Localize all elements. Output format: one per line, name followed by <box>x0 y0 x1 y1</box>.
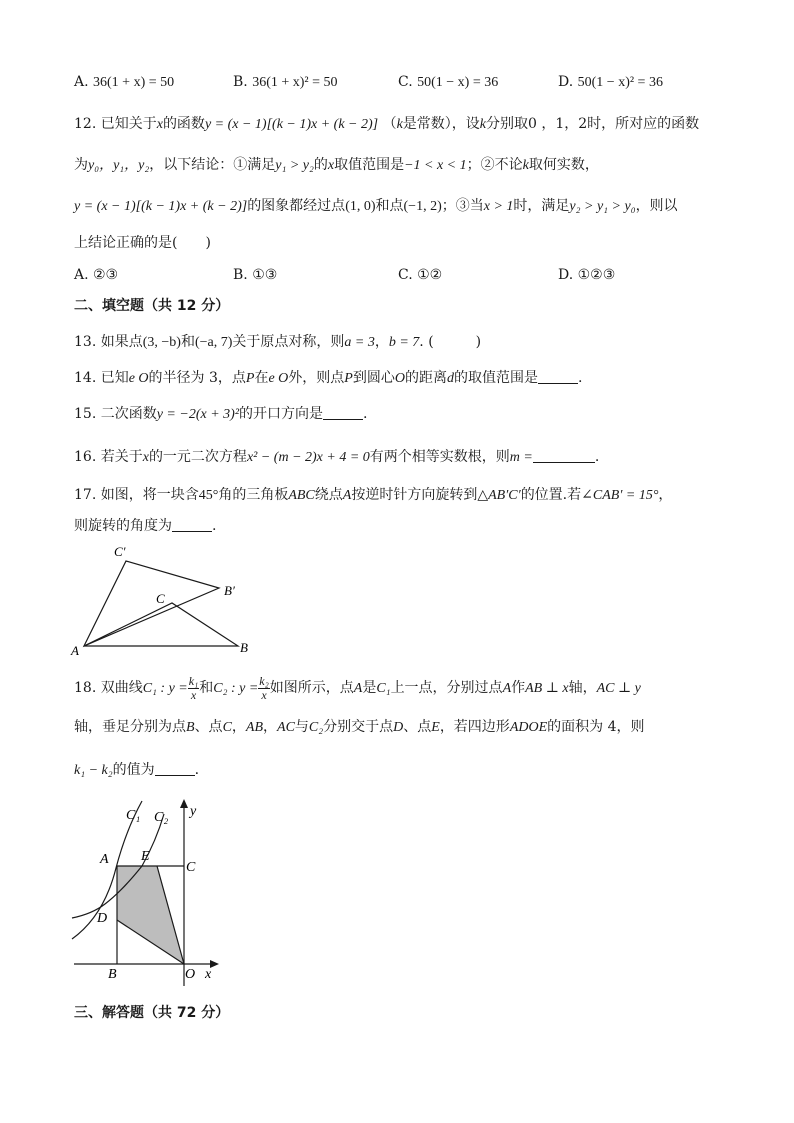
label-a: A <box>71 643 79 658</box>
text: 13. 如果点 <box>74 334 143 350</box>
text: 取值范围是 <box>334 157 405 173</box>
math: B <box>186 720 195 735</box>
text: 的取值范围是 <box>453 370 538 386</box>
answer-blank[interactable] <box>155 761 195 776</box>
q13 <box>74 332 481 353</box>
q12-option-d: D. ①②③ <box>558 267 616 283</box>
section-3-heading: 三、解答题（共 72 分） <box>74 1005 230 1021</box>
text: 关于原点对称，则 <box>232 334 345 350</box>
option-label: B. <box>233 74 248 90</box>
math: a = 3 <box>344 335 375 350</box>
label-y: y <box>190 804 197 819</box>
q18-line-1 <box>74 674 641 703</box>
text: ，若四边形 <box>439 719 510 735</box>
text: ，以下结论：①满足 <box>149 157 276 173</box>
math: AC ⊥ y <box>596 681 641 696</box>
text: ， <box>374 334 389 350</box>
text: 的图象都经过点 <box>247 198 346 214</box>
numerator: k₂ <box>259 673 269 688</box>
text: 14. 已知 <box>74 370 129 386</box>
text: 外，则点 <box>288 370 345 386</box>
math: y = (x − 1)[(k − 1)x + (k − 2)] <box>204 117 379 132</box>
text: 和 <box>199 680 214 696</box>
text: 的函数 <box>162 116 205 132</box>
math: E <box>431 720 440 735</box>
math: y₁ > y₂ <box>275 158 314 173</box>
answer-blank[interactable] <box>538 369 578 384</box>
math: O <box>394 371 405 386</box>
answer-blank[interactable] <box>172 517 212 532</box>
math: (3, −b) <box>142 335 181 350</box>
label-o: O <box>185 967 196 982</box>
math: x <box>142 450 149 465</box>
math: x² − (m − 2)x + 4 = 0 <box>246 450 370 465</box>
q12-option-b: B. ①③ <box>233 267 278 283</box>
q11-option-c <box>398 72 498 93</box>
math: y = (x − 1)[(k − 1)x + (k − 2)] <box>74 199 248 214</box>
answer-blank[interactable] <box>533 448 595 463</box>
text: 、点 <box>403 719 432 735</box>
text: 的值为 <box>112 762 155 778</box>
text: . <box>594 449 600 465</box>
text: ， <box>658 487 673 503</box>
text: . <box>363 406 368 422</box>
math: AB <box>245 720 264 735</box>
option-expr: 50(1 − x)² = 36 <box>577 75 663 90</box>
label-d: D <box>97 911 108 926</box>
text: 15. 二次函数 <box>74 406 157 422</box>
math: C <box>222 720 232 735</box>
text: 和 <box>180 334 195 350</box>
text: 有两个相等实数根，则 <box>369 449 510 465</box>
q12-line-4: 上结论正确的是( ) <box>74 235 211 251</box>
math: y = −2(x + 3)² <box>156 407 240 422</box>
text: 的 <box>313 157 328 173</box>
math: (−1, 2) <box>403 199 442 214</box>
option-expr: 50(1 − x) = 36 <box>417 75 499 90</box>
text: 轴，垂足分别为点 <box>74 719 186 735</box>
math: (−a, 7) <box>194 335 233 350</box>
text: 和点 <box>375 198 404 214</box>
label-c2: C₂ <box>154 810 169 825</box>
q18-line-3 <box>74 760 199 781</box>
math: y₀，y₁，y₂ <box>88 158 150 173</box>
math: y₂ > y₁ > y₀ <box>569 199 636 214</box>
label-c: C <box>186 860 196 875</box>
math: b = 7 <box>388 335 420 350</box>
text: 、点 <box>194 719 223 735</box>
label-b: B <box>240 640 248 655</box>
text: 分别交于点 <box>323 719 394 735</box>
math: C₁ <box>376 681 391 696</box>
math: k <box>479 117 487 132</box>
text: ，则以 <box>635 198 678 214</box>
text: ；②不论 <box>466 157 523 173</box>
text: 的距离 <box>404 370 447 386</box>
text: 16. 若关于 <box>74 449 143 465</box>
text: ， <box>231 719 246 735</box>
text: 是常数），设 <box>402 116 480 132</box>
math: e O <box>268 371 289 386</box>
math: C₂ <box>308 720 324 735</box>
option-expr: 36(1 + x)² = 50 <box>252 75 338 90</box>
label-a: A <box>100 852 109 867</box>
text: . <box>194 762 200 778</box>
text: 的开口方向是 <box>239 406 324 422</box>
math: e O <box>128 371 149 386</box>
math: x <box>156 117 163 132</box>
q16 <box>74 447 599 468</box>
label-c: C <box>156 591 165 606</box>
label-e: E <box>141 849 150 864</box>
text: 按逆时针方向旋转到 <box>351 487 478 503</box>
math: k <box>522 158 529 173</box>
answer-blank[interactable] <box>323 405 363 420</box>
fraction-k2-over-x <box>258 675 270 702</box>
label-b-prime: B′ <box>224 583 235 598</box>
text: 到圆心 <box>352 370 395 386</box>
math: P <box>245 371 255 386</box>
text: 角的三角板 <box>218 487 289 503</box>
triangle-ab-prime-c-prime <box>84 561 219 646</box>
math: ∠CAB′ = 15° <box>581 488 659 503</box>
math: x <box>327 158 335 173</box>
text: 作 <box>511 680 526 696</box>
text: 17. 如图，将一块含 <box>74 487 199 503</box>
math: 45° <box>198 488 219 503</box>
text: 轴， <box>568 680 597 696</box>
option-label: A. <box>74 74 89 90</box>
text: 是 <box>362 680 377 696</box>
text: 为 <box>74 157 88 173</box>
math: ABC <box>288 488 315 503</box>
text: ；③当 <box>441 198 484 214</box>
text: 取何实数， <box>528 157 599 173</box>
math: C₂ : y = <box>213 681 259 696</box>
text: 与 <box>294 719 309 735</box>
q18-line-2 <box>74 717 645 738</box>
math: △AB′C′ <box>477 488 521 503</box>
math: k₁ − k₂ <box>74 763 113 778</box>
q12-line-2 <box>74 155 599 176</box>
triangle-abc <box>84 603 238 646</box>
math: P <box>344 371 353 386</box>
q11-option-a <box>74 72 174 93</box>
text: 12. 已知关于 <box>74 116 157 132</box>
text: . <box>212 518 217 534</box>
q15 <box>74 404 367 425</box>
q11-option-d <box>558 72 663 93</box>
math: A <box>342 488 352 503</box>
q17-line-2 <box>74 516 216 536</box>
label-x: x <box>205 967 212 982</box>
math: A <box>353 681 363 696</box>
math: −1 < x < 1 <box>404 158 467 173</box>
math: A <box>502 681 512 696</box>
math: D <box>393 720 404 735</box>
y-axis-arrow-icon <box>180 799 188 808</box>
text: 18. 双曲线 <box>74 680 143 696</box>
q17-figure <box>66 540 266 660</box>
label-b: B <box>108 967 117 982</box>
math: C₁ : y = <box>142 681 188 696</box>
q17-line-1 <box>74 485 672 506</box>
text: 的位置.若 <box>520 487 582 503</box>
fraction-k1-over-x <box>188 675 200 702</box>
math: (1, 0) <box>345 199 376 214</box>
text: ， <box>263 719 278 735</box>
shaded-quadrilateral-adoe <box>117 866 184 964</box>
math: d <box>446 371 454 386</box>
text: . <box>577 370 583 386</box>
section-2-heading: 二、填空题（共 12 分） <box>74 298 230 314</box>
math: k <box>396 117 403 132</box>
text: 时，满足 <box>513 198 570 214</box>
x-axis-arrow-icon <box>210 960 219 968</box>
numerator: k₁ <box>188 673 199 688</box>
math: x > 1 <box>483 199 514 214</box>
text: 的半径为 3，点 <box>148 370 246 386</box>
label-c-prime: C′ <box>114 544 126 559</box>
text: 的一元二次方程 <box>148 449 247 465</box>
option-label: D. <box>558 74 574 90</box>
q12-line-1 <box>74 114 699 135</box>
option-expr: 36(1 + x) = 50 <box>93 75 175 90</box>
text: 在 <box>254 370 269 386</box>
q12-line-3 <box>74 196 678 217</box>
text: . ( ) <box>419 334 482 350</box>
text: 如图所示，点 <box>269 680 354 696</box>
text: 分别取0 ，1，2时，所对应的函数 <box>486 116 700 132</box>
math: AC <box>277 720 295 735</box>
text: （ <box>382 116 397 132</box>
math: AB ⊥ x <box>525 681 569 696</box>
text: 上一点，分别过点 <box>390 680 503 696</box>
q12-option-a: A. ②③ <box>74 267 119 283</box>
q18-figure <box>64 796 234 992</box>
denominator: x <box>190 687 197 702</box>
math: m = <box>509 450 533 465</box>
text: 则旋转的角度为 <box>74 518 172 534</box>
math: ADOE <box>509 720 548 735</box>
text: 的面积为 4，则 <box>547 719 645 735</box>
q12-option-c: C. ①② <box>398 267 443 283</box>
q11-option-b <box>233 72 338 93</box>
denominator: x <box>261 687 267 702</box>
text: 绕点 <box>314 487 343 503</box>
label-c1: C₁ <box>126 808 141 823</box>
q14 <box>74 368 582 389</box>
option-label: C. <box>398 74 413 90</box>
